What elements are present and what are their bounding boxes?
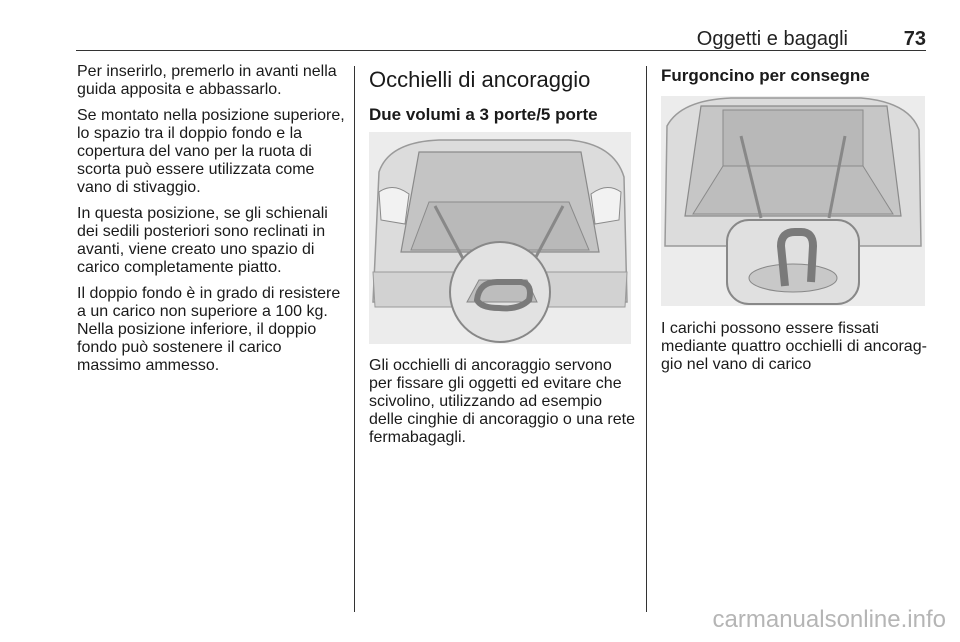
van-cargo-illustration: [661, 96, 925, 306]
column-divider-1: [354, 66, 355, 612]
section-heading: Occhielli di ancoraggio: [369, 67, 591, 92]
column-divider-2: [646, 66, 647, 612]
paragraph: I carichi possono essere fissati mediante quattro occhielli di ancorag-gio nel vano di carico: [661, 320, 927, 373]
paragraph: Se montato nella posizione superiore, lo spazio tra il doppio fondo e la copertura del vano per la ruota di scorta può essere utilizzata come vano di stivaggio.: [77, 107, 345, 196]
subheading-hatchback: Due volumi a 3 porte/5 porte: [369, 105, 598, 124]
header-rule: [76, 50, 926, 51]
watermark: carmanualsonline.info: [712, 606, 946, 633]
paragraph: Per inserirlo, premerlo in avanti nella guida apposita e abbassarlo.: [77, 63, 337, 98]
paragraph: In questa posizione, se gli schienali dei sedili posteriori sono reclinati in avanti, viene creato uno spazio di carico completamente piatto.: [77, 205, 328, 276]
paragraph: Gli occhielli di ancoraggio servono per fissare gli oggetti ed evitare che scivolino, utilizzando ad esempio delle cinghie di ancoraggio o una rete fermabagagli.: [369, 357, 635, 446]
left-column: [77, 63, 347, 383]
section-title: Oggetti e bagagli: [696, 28, 848, 50]
subheading-van: Furgoncino per consegne: [661, 66, 870, 85]
page-number: 73: [903, 28, 926, 50]
hatchback-cargo-illustration: [369, 132, 631, 344]
van-anchor-description: [661, 320, 931, 374]
anchor-eyes-description: [369, 357, 639, 447]
paragraph: Il doppio fondo è in grado di resistere a un carico non superiore a 100 kg. Nella posizione inferiore, il doppio fondo può sostenere il carico massimo ammesso.: [77, 285, 341, 374]
page-header: [76, 24, 926, 52]
